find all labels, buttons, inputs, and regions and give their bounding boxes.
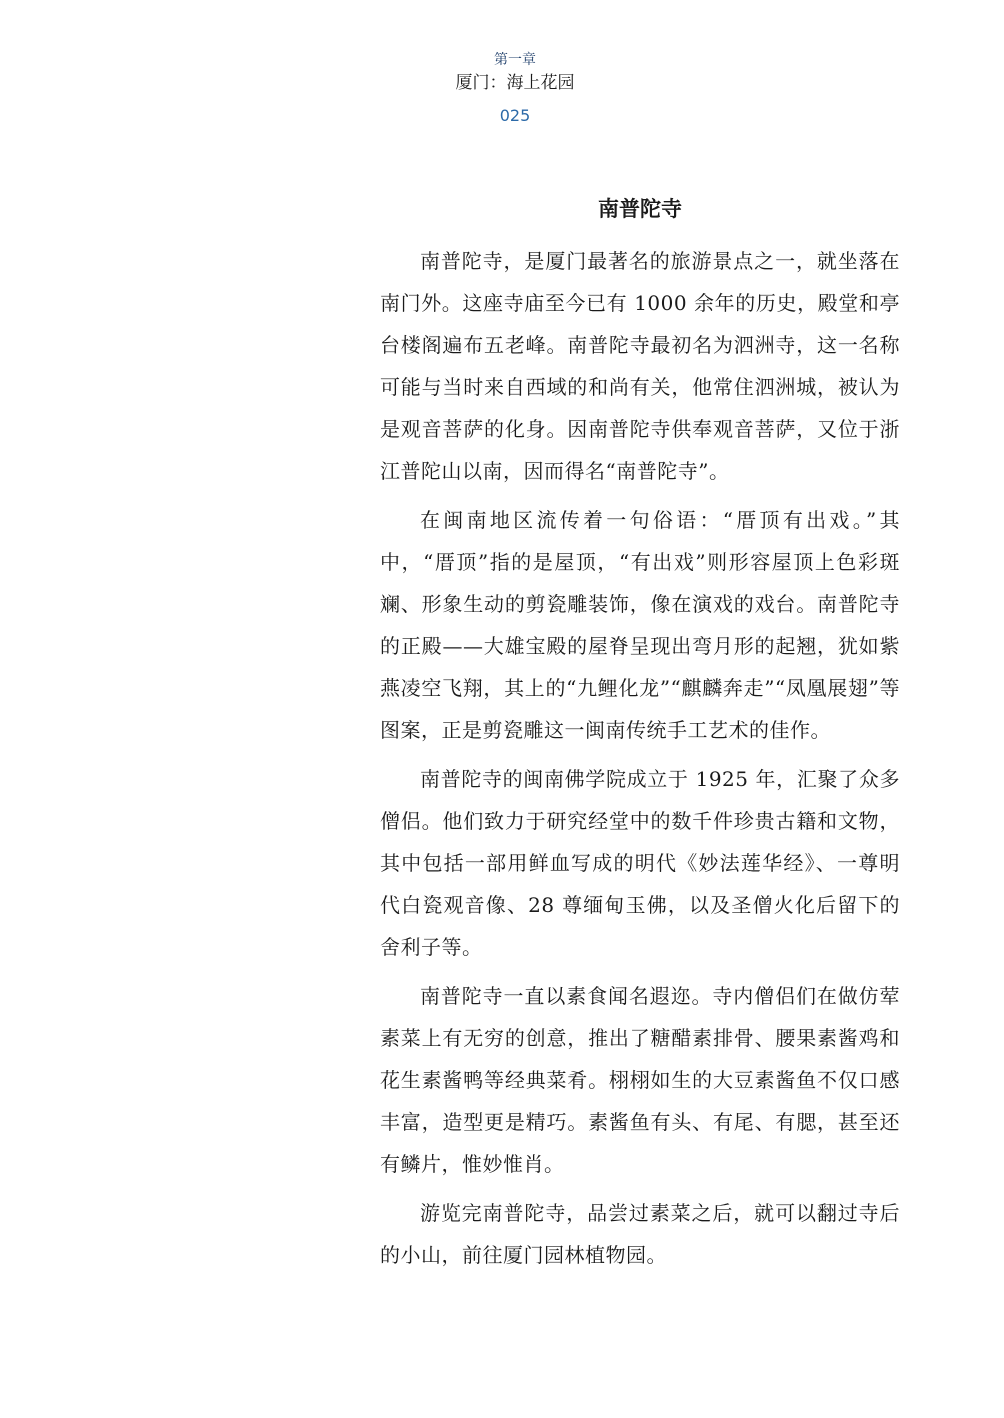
body-text (380, 240, 900, 1283)
chapter-label: 第一章 (494, 52, 536, 68)
paragraph: 游览完南普陀寺，品尝过素菜之后，就可以翻过寺后的小山，前往厦门园林植物园。 (380, 1201, 900, 1267)
paragraph: 南普陀寺，是厦门最著名的旅游景点之一，就坐落在南门外。这座寺庙至今已有 1000 余年的历史，殿堂和亭台楼阁遍布五老峰。南普陀寺最初名为泗洲寺，这一名称可能与当时来自西域的和尚有关，他常住泗洲城，被认为是观音菩萨的化身。因南普陀寺供奉观音菩萨，又位于浙江普陀山以南，因而得名“南普陀寺”。 (380, 249, 900, 483)
paragraph: 南普陀寺的闽南佛学院成立于 1925 年，汇聚了众多僧侣。他们致力于研究经堂中的数千件珍贵古籍和文物，其中包括一部用鲜血写成的明代《妙法莲华经》、一尊明代白瓷观音像、28 尊缅甸玉佛，以及圣僧火化后留下的舍利子等。 (380, 767, 900, 959)
paragraph: 南普陀寺一直以素食闻名遐迩。寺内僧侣们在做仿荤素菜上有无穷的创意，推出了糖醋素排骨、腰果素酱鸡和花生素酱鸭等经典菜肴。栩栩如生的大豆素酱鱼不仅口感丰富，造型更是精巧。素酱鱼有头、有尾、有腮，甚至还有鳞片，惟妙惟肖。 (380, 984, 900, 1176)
running-header (380, 50, 650, 126)
section-title: 南普陀寺 (598, 197, 682, 221)
paragraph: 在闽南地区流传着一句俗语：“厝顶有出戏。”其中，“厝顶”指的是屋顶，“有出戏”则形容屋顶上色彩斑斓、形象生动的剪瓷雕装饰，像在演戏的戏台。南普陀寺的正殿——大雄宝殿的屋脊呈现出弯月形的起翘，犹如紫燕凌空飞翔，其上的“九鲤化龙”“麒麟奔走”“凤凰展翅”等图案，正是剪瓷雕这一闽南传统手工艺术的佳作。 (380, 508, 900, 742)
page-number: 025 (499, 106, 531, 125)
chapter-title: 厦门：海上花园 (455, 73, 575, 93)
